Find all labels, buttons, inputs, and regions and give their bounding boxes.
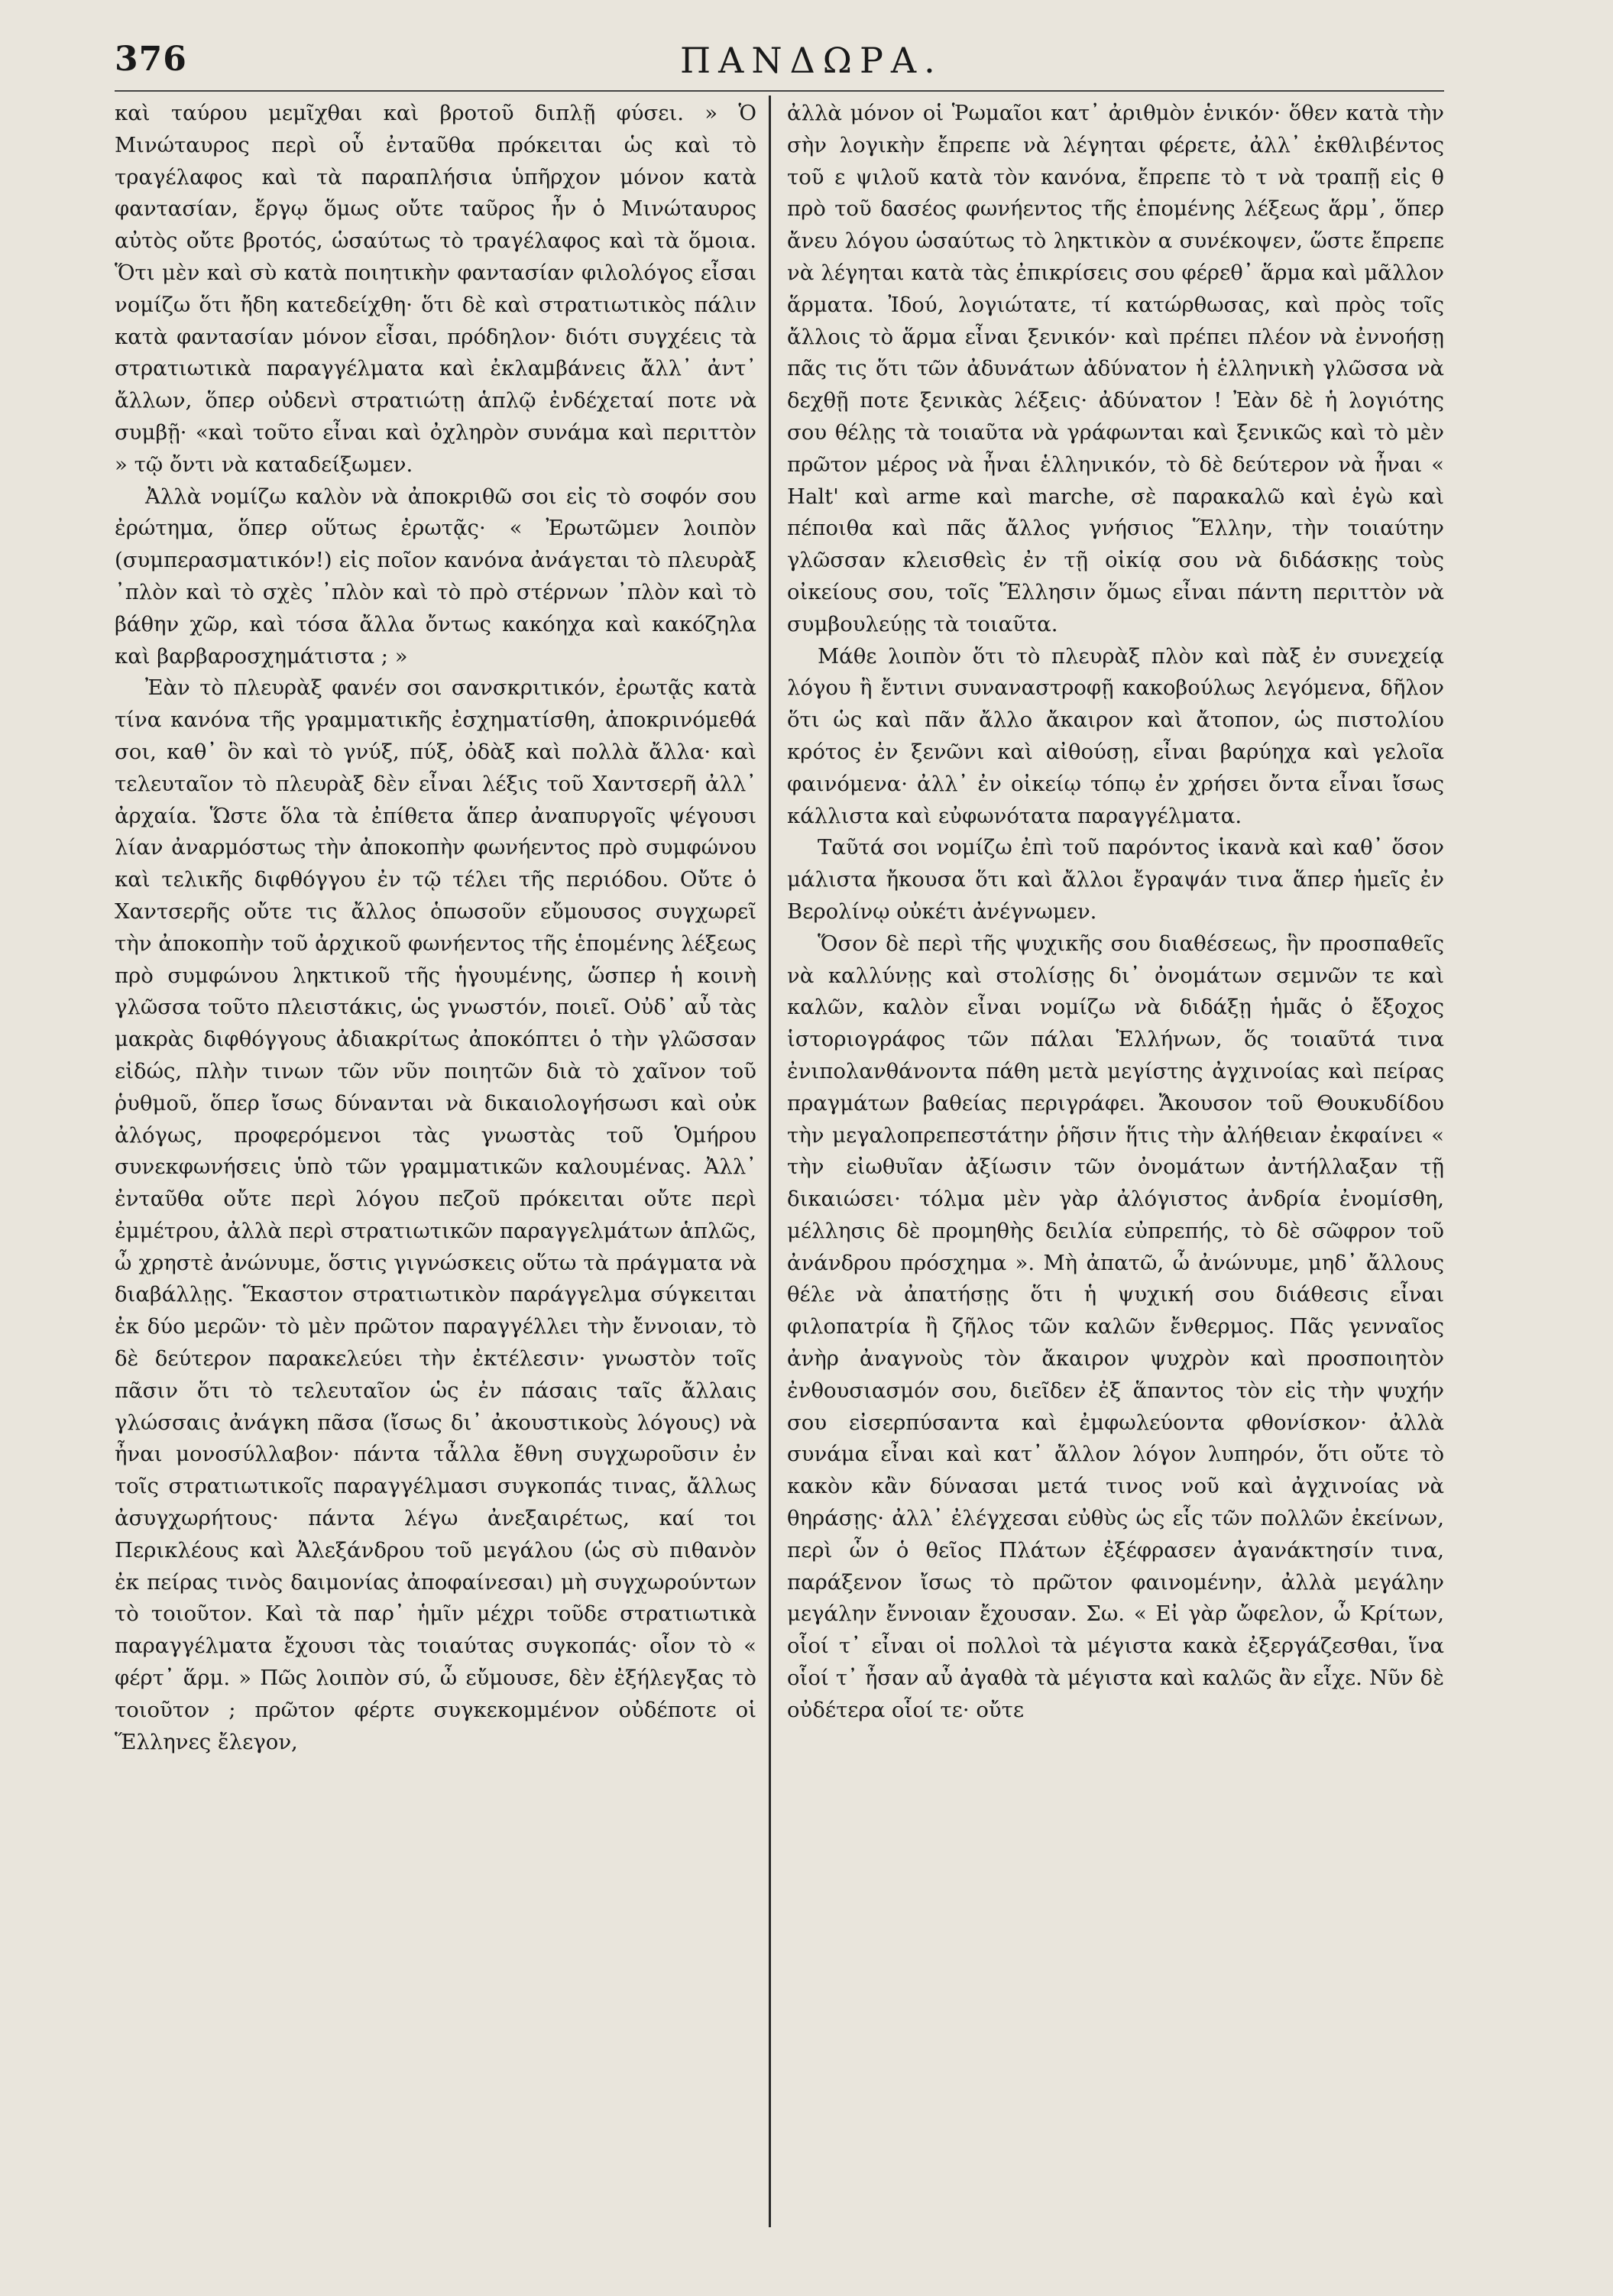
left-column xyxy=(115,98,756,1758)
paragraph: Ταῦτά σοι νομίζω ἐπὶ τοῦ παρόντος ἱκανὰ καὶ καθ᾿ ὅσον μάλιστα ἤκουσα ὅτι καὶ ἄλλοι ἔγραψάν τινα ἅπερ ἡμεῖς ἐν Βερολίνῳ οὐκέτι ἀνέγνωμεν. xyxy=(787,835,1444,924)
running-title: ΠΑΝΔΩΡΑ. xyxy=(680,40,943,81)
paragraph: Μάθε λοιπὸν ὅτι τὸ πλευρὰξ πλὸν καὶ πὰξ ἐν συνεχείᾳ λόγου ἢ ἔντινι συναναστροφῇ κακοβούλως λεγόμενα, δῆλον ὅτι ὡς καὶ πᾶν ἄλλο ἄκαιρον καὶ ἄτοπον, ὡς πιστολίου κρότος ἐν ξενῶνι καὶ αἰθούσῃ, εἶναι βαρύηχα καὶ γελοῖα φαινόμενα· ἀλλ᾿ ἐν οἰκείῳ τόπῳ ἐν χρήσει ὄντα εἶναι ἴσως κάλλιστα καὶ εὐφωνότατα παραγγέλματα. xyxy=(787,643,1444,828)
right-column xyxy=(787,98,1444,1727)
page-number: 376 xyxy=(115,40,187,79)
page-header xyxy=(115,40,1559,86)
paragraph: Ὅσον δὲ περὶ τῆς ψυχικῆς σου διαθέσεως, ἣν προσπαθεῖς νὰ καλλύνῃς καὶ στολίσῃς δι᾿ ὀνομάτων σεμνῶν τε καὶ καλῶν, καλὸν εἶναι νομίζω νὰ διδάξῃ ἡμᾶς ὁ ἔξοχος ἱστοριογράφος τῶν πάλαι Ἑλλήνων, ὅς τοιαῦτά τινα ἐνιπολανθάνοντα πάθη μετὰ μεγίστης ἀγχινοίας καὶ πείρας πραγμάτων βαθείας περιγράφει. Ἄκουσον τοῦ Θουκυδίδου τὴν μεγαλοπρεπεστάτην ῥῆσιν ἥτις τὴν ἀλήθειαν ἐκφαίνει « τὴν εἰωθυῖαν ἀξίωσιν τῶν ὀνομάτων ἀντήλλαξαν τῇ δικαιώσει· τόλμα μὲν γὰρ ἀλόγιστος ἀνδρία ἐνομίσθη, μέλλησις δὲ προμηθὴς δειλία εὐπρεπής, τὸ δὲ σῶφρον τοῦ ἀνάνδρου πρόσχημα ». Μὴ ἀπατῶ, ὦ ἀνώνυμε, μηδ᾿ ἄλλους θέλε νὰ ἀπατήσῃς ὅτι ἡ ψυχική σου διάθεσις εἶναι φιλοπατρία ἢ ζῆλος τῶν καλῶν ἔνθερμος. Πᾶς γενναῖος ἀνὴρ ἀναγνοὺς τὸν ἄκαιρον ψυχρὸν καὶ προσποιητὸν ἐνθουσιασμόν σου, διεῖδεν ἐξ ἅπαντος τὸν εἰς τὴν ψυχήν σου εἰσερπύσαντα καὶ ἐμφωλεύοντα φθονίσκον· ἀλλὰ συνάμα εἶναι καὶ κατ᾿ ἄλλον λόγον λυπηρόν, ὅτι οὔτε τὸ κακὸν κἂν δύνασαι μετά τινος νοῦ καὶ ἀγχινοίας νὰ θηράσῃς· ἀλλ᾿ ἐλέγχεσαι εὐθὺς ὡς εἷς τῶν πολλῶν ἐκείνων, περὶ ὧν ὁ θεῖος Πλάτων ἐξέφρασεν ἀγανάκτησίν τινα, παράξενον ἴσως τὸ πρῶτον φαινομένην, ἀλλὰ μεγάλην μεγάλην ἔννοιαν ἔχουσαν. Σω. « Εἰ γὰρ ὤφελον, ὦ Κρίτων, οἷοί τ᾿ εἶναι οἱ πολλοὶ τὰ μέγιστα κακὰ ἐξεργάζεσθαι, ἵνα οἷοί τ᾿ ἦσαν αὖ ἀγαθὰ τὰ μέγιστα καὶ καλῶς ἂν εἶχε. Νῦν δὲ οὐδέτερα οἷοί τε· οὔτε xyxy=(787,931,1444,1722)
paragraph: ἀλλὰ μόνον οἱ Ῥωμαῖοι κατ᾿ ἀριθμὸν ἑνικόν· ὅθεν κατὰ τὴν σὴν λογικὴν ἔπρεπε νὰ λέγηται φέρετε, ἀλλ᾿ ἐκθλιβέντος τοῦ ε ψιλοῦ κατὰ τὸν κανόνα, ἔπρεπε τὸ τ νὰ τραπῇ εἰς θ πρὸ τοῦ δασέος φωνήεντος τῆς ἑπομένης λέξεως ἅρμ᾿, ὅπερ ἄνευ λόγου ὡσαύτως τὸ ληκτικὸν α συνέκοψεν, ὥστε ἔπρεπε νὰ λέγηται κατὰ τὰς ἐπικρίσεις σου φέρεθ᾿ ἅρμα καὶ μᾶλλον ἅρματα. Ἰδού, λογιώτατε, τί κατώρθωσας, καὶ πρὸς τοῖς ἄλλοις τὸ ἅρμα εἶναι ξενικόν· καὶ πρέπει πλέον νὰ ἐννοήσῃ πᾶς τις ὅτι τῶν ἀδυνάτων ἀδύνατον ἡ ἑλληνικὴ γλῶσσα νὰ δεχθῇ ποτε ξενικὰς λέξεις· ἀδύνατον ! Ἐὰν δὲ ἡ λογιότης σου θέλῃς τὰ τοιαῦτα νὰ γράφωνται καὶ ξενικῶς καὶ τὸ μὲν πρῶτον μέρος νὰ ἦναι ἑλληνικόν, τὸ δὲ δεύτερον νὰ ἦναι « Halt' καὶ arme καὶ marche, σὲ παρακαλῶ καὶ ἐγὼ καὶ πέποιθα καὶ πᾶς ἄλλος γνήσιος Ἕλλην, τὴν τοιαύτην γλῶσσαν κλεισθεὶς ἐν τῇ οἰκίᾳ σου νὰ διδάσκῃς τοὺς οἰκείους σου, τοῖς Ἕλλησιν ὅμως εἶναι πάντη περιττὸν νὰ συμβουλεύῃς τὰ τοιαῦτα. xyxy=(787,101,1444,636)
paragraph: Ἐὰν τὸ πλευρὰξ φανέν σοι σανσκριτικόν, ἐρωτᾷς κατὰ τίνα κανόνα τῆς γραμματικῆς ἐσχηματίσθη, ἀποκρινόμεθά σοι, καθ᾿ ὃν καὶ τὸ γνύξ, πύξ, ὀδὰξ καὶ πολλὰ ἄλλα· καὶ τελευταῖον τὸ πλευρὰξ δὲν εἶναι λέξις τοῦ Χαντσερῆ ἀλλ᾿ ἀρχαία. Ὥστε ὅλα τὰ ἐπίθετα ἅπερ ἀναπυργοῖς ψέγουσι λίαν ἀναρμόστως τὴν ἀποκοπὴν φωνήεντος πρὸ συμφώνου καὶ τελικῆς διφθόγγου ἐν τῷ τέλει τῆς περιόδου. Οὔτε ὁ Χαντσερῆς οὔτε τις ἄλλος ὁπωσοῦν εὔμουσος συγχωρεῖ τὴν ἀποκοπὴν τοῦ ἀρχικοῦ φωνήεντος τῆς ἑπομένης λέξεως πρὸ συμφώνου ληκτικοῦ τῆς ἡγουμένης, ὥσπερ ἡ κοινὴ γλῶσσα τοῦτο πλειστάκις, ὡς γνωστόν, ποιεῖ. Οὐδ᾿ αὖ τὰς μακρὰς διφθόγγους ἀδιακρίτως ἀποκόπτει ὁ τὴν γλῶσσαν εἰδώς, πλὴν τινων τῶν νῦν ποιητῶν διὰ τὸ χαῖνον τοῦ ῥυθμοῦ, ὅπερ ἴσως δύνανται νὰ δικαιολογήσωσι καὶ οὐκ ἀλόγως, προφερόμενοι τὰς γνωστὰς τοῦ Ὁμήρου συνεκφωνήσεις ὑπὸ τῶν γραμματικῶν καλουμένας. Ἀλλ᾿ ἐνταῦθα οὔτε περὶ λόγου πεζοῦ πρόκειται οὔτε περὶ ἐμμέτρου, ἀλλὰ περὶ στρατιωτικῶν παραγγελμάτων ἁπλῶς, ὦ χρηστὲ ἀνώνυμε, ὅστις γιγνώσκεις οὕτω τὰ πράγματα νὰ διαβάλλῃς. Ἕκαστον στρατιωτικὸν παράγγελμα σύγκειται ἐκ δύο μερῶν· τὸ μὲν πρῶτον παραγγέλλει τὴν ἔννοιαν, τὸ δὲ δεύτερον παρακελεύει τὴν ἐκτέλεσιν· γνωστὸν τοῖς πᾶσιν ὅτι τὸ τελευταῖον ὡς ἐν πάσαις ταῖς ἄλλαις γλώσσαις ἀνάγκη πᾶσα (ἴσως δι᾿ ἀκουστικοὺς λόγους) νὰ ἦναι μονοσύλλαβον· πάντα τἆλλα ἔθνη συγχωροῦσιν ἐν τοῖς στρατιωτικοῖς παραγγέλμασι συγκοπάς τινας, ἄλλως ἀσυγχωρήτους· πάντα λέγω ἀνεξαιρέτως, καί τοι Περικλέους καὶ Ἀλεξάνδρου τοῦ μεγάλου (ὡς σὺ πιθανὸν ἐκ πείρας τινὸς δαιμονίας ἀποφαίνεσαι) μὴ συγχωρούντων τὸ τοιοῦτον. Καὶ τὰ παρ᾿ ἡμῖν μέχρι τοῦδε στρατιωτικὰ παραγγέλματα ἔχουσι τὰς τοιαύτας συγκοπάς· οἷον τὸ « φέρτ᾿ ἅρμ. » Πῶς λοιπὸν σύ, ὦ εὔμουσε, δὲν ἐξήλεγξας τὸ τοιοῦτον ; πρῶτον φέρτε συγκεκομμένον οὐδέποτε οἱ Ἕλληνες ἔλεγον, xyxy=(115,675,756,1754)
paragraph: Ἀλλὰ νομίζω καλὸν νὰ ἀποκριθῶ σοι εἰς τὸ σοφόν σου ἐρώτημα, ὅπερ οὕτως ἐρωτᾷς· « Ἐρωτῶμεν λοιπὸν (συμπερασματικόν!) εἰς ποῖον κανόνα ἀνάγεται τὸ πλευρὰξ ᾿πλὸν καὶ τὸ σχὲς ᾿πλὸν καὶ τὸ πρὸ στέρνων ᾿πλὸν καὶ τὸ βάθην χῶρ, καὶ τόσα ἄλλα ὄντως κακόηχα καὶ κακόζηλα καὶ βαρβαροσχημάτιστα ; » xyxy=(115,484,756,669)
header-rule xyxy=(115,90,1444,92)
paragraph: καὶ ταύρου μεμῖχθαι καὶ βροτοῦ διπλῇ φύσει. » Ὁ Μινώταυρος περὶ οὗ ἐνταῦθα πρόκειται ὡς καὶ τὸ τραγέλαφος καὶ τὰ παραπλήσια ὑπῆρχον μόνον κατὰ φαντασίαν, ἔργῳ ὅμως οὔτε ταῦρος ἦν ὁ Μινώταυρος αὐτὸς οὔτε βροτός, ὡσαύτως τὸ τραγέλαφος καὶ τὰ ὅμοια. Ὅτι μὲν καὶ σὺ κατὰ ποιητικὴν φαντασίαν φιλολόγος εἶσαι νομίζω ὅτι ἤδη κατεδείχθη· ὅτι δὲ καὶ στρατιωτικὸς πάλιν κατὰ φαντασίαν μόνον εἶσαι, πρόδηλον· διότι συγχέεις τὰ στρατιωτικὰ παραγγέλματα καὶ ἐκλαμβάνεις ἄλλ᾿ ἀντ᾿ ἄλλων, ὅπερ οὐδενὶ στρατιώτῃ ἁπλῷ ἐνδέχεταί ποτε νὰ συμβῇ· «καὶ τοῦτο εἶναι καὶ ὀχληρὸν συνάμα καὶ περιττὸν » τῷ ὄντι νὰ καταδείξωμεν. xyxy=(115,101,756,477)
column-divider xyxy=(769,96,771,2227)
